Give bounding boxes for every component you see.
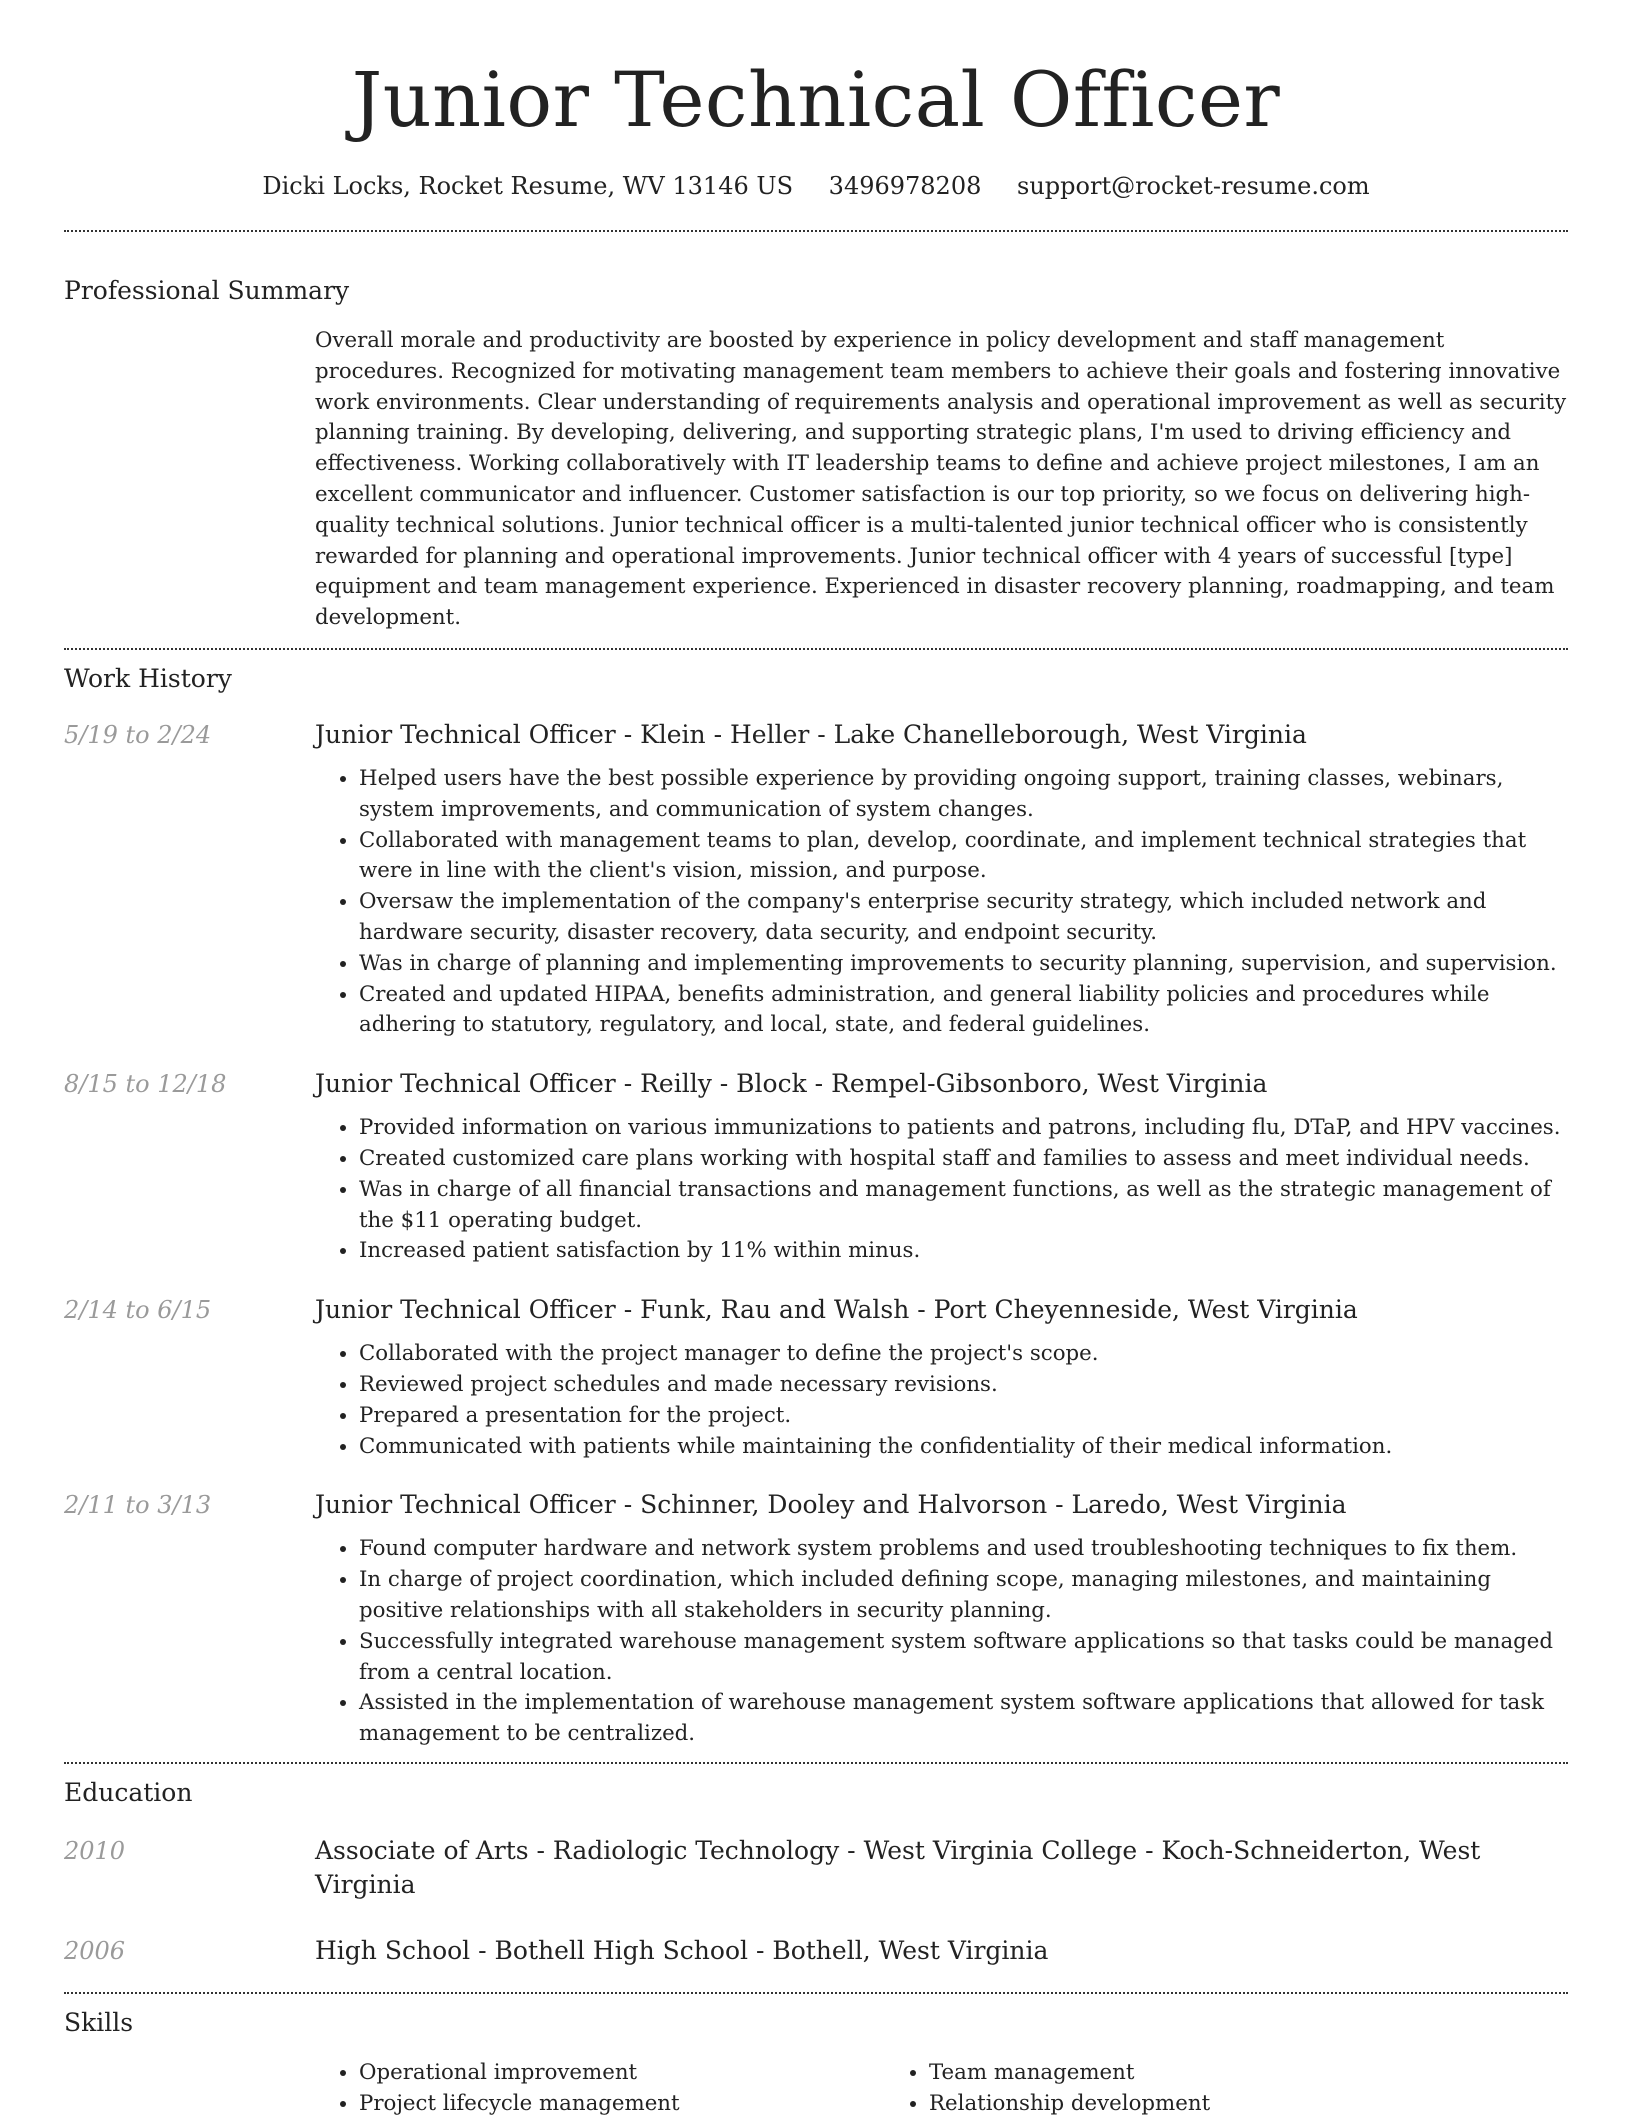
education-entry: [64, 1834, 1568, 1902]
job-bullets: [315, 764, 1568, 1041]
job-bullet: • Found computer hardware and network system problems and used troubleshooting techniques to fix them.: [359, 1534, 1568, 1565]
job-entry: [64, 718, 1568, 1041]
summary-heading: Professional Summary: [64, 276, 350, 305]
job-entry: [64, 1067, 1568, 1267]
job-bullet: • Communicated with patients while maintaining the confidentiality of their medical information.: [359, 1432, 1568, 1463]
section-divider: [64, 230, 1568, 232]
education-detail: Associate of Arts - Radiologic Technology - West Virginia College - Koch-Schneiderton, West Virginia: [315, 1835, 1481, 1899]
skill-item: • Team management: [929, 2058, 1455, 2089]
skills-list: [315, 2058, 1568, 2119]
job-bullets: [315, 1534, 1568, 1750]
job-heading: Junior Technical Officer - Klein - Heller - Lake Chanelleborough, West Virginia: [315, 719, 1307, 749]
job-bullet: • Prepared a presentation for the project.: [359, 1401, 1568, 1432]
job-bullet: • Provided information on various immunizations to patients and patrons, including flu, DTaP, and HPV vaccines.: [359, 1113, 1568, 1144]
job-dates: 8/15 to 12/18: [64, 1070, 227, 1099]
skill-item: • Operational improvement: [359, 2058, 885, 2089]
job-bullet: • In charge of project coordination, which included defining scope, managing milestones, and maintaining positive relationships with all stakeholders in security planning.: [359, 1565, 1568, 1627]
job-bullet: • Successfully integrated warehouse management system software applications so that tasks could be managed from a central location.: [359, 1627, 1568, 1689]
section-divider: [64, 1762, 1568, 1764]
job-bullet: • Helped users have the best possible experience by providing ongoing support, training classes, webinars, system improvements, and communication of system changes.: [359, 764, 1568, 826]
job-dates: 5/19 to 2/24: [64, 720, 212, 749]
job-heading: Junior Technical Officer - Funk, Rau and Walsh - Port Cheyenneside, West Virginia: [315, 1295, 1358, 1325]
skills-column-right: [885, 2058, 1455, 2119]
education-entry: [64, 1934, 1568, 1968]
section-divider: [64, 648, 1568, 650]
contact-line: [64, 168, 1568, 204]
job-heading: Junior Technical Officer - Reilly - Block - Rempel-Gibsonboro, West Virginia: [315, 1069, 1268, 1099]
resume-name: Junior Technical Officer: [351, 55, 1281, 144]
job-bullet: • Oversaw the implementation of the company's enterprise security strategy, which included network and hardware security, disaster recovery, data security, and endpoint security.: [359, 887, 1568, 949]
contact-email: support@rocket-resume.com: [1017, 172, 1370, 200]
job-heading: Junior Technical Officer - Schinner, Dooley and Halvorson - Laredo, West Virginia: [315, 1490, 1347, 1520]
summary-text: Overall morale and productivity are boosted by experience in policy development and staff management procedures. Recognized for motivating management team members to achieve their goals and fostering innovative work environments. Clear understanding of requirements analysis and operational improvement as well as security planning training. By developing, delivering, and supporting strategic plans, I'm used to driving efficiency and effectiveness. Working collaboratively with IT leadership teams to define and achieve project milestones, I am an excellent communicator and influencer. Customer satisfaction is our top priority, so we focus on delivering high-quality technical solutions. Junior technical officer is a multi-talented junior technical officer who is consistently rewarded for planning and operational improvements. Junior technical officer with 4 years of successful [type] equipment and team management experience. Experienced in disaster recovery planning, roadmapping, and team development.: [315, 328, 1567, 631]
skills-heading: Skills: [64, 2007, 134, 2037]
skills-column-left: [315, 2058, 885, 2119]
job-bullets: [315, 1113, 1568, 1267]
education-heading: Education: [64, 1777, 193, 1807]
job-dates: 2/14 to 6/15: [64, 1296, 212, 1325]
job-bullet: • Reviewed project schedules and made necessary revisions.: [359, 1370, 1568, 1401]
job-bullets: [315, 1339, 1568, 1462]
job-dates: 2/11 to 3/13: [64, 1491, 212, 1520]
work-history-heading: Work History: [64, 663, 232, 693]
contact-phone: 3496978208: [828, 172, 982, 200]
job-bullet: • Collaborated with management teams to plan, develop, coordinate, and implement technical strategies that were in line with the client's vision, mission, and purpose.: [359, 826, 1568, 888]
job-bullet: • Created customized care plans working with hospital staff and families to assess and meet individual needs.: [359, 1144, 1568, 1175]
skill-item: • Relationship development: [929, 2089, 1455, 2119]
job-bullet: • Was in charge of planning and implementing improvements to security planning, supervision, and supervision.: [359, 949, 1568, 980]
education-detail: High School - Bothell High School - Bothell, West Virginia: [315, 1935, 1049, 1965]
job-bullet: • Assisted in the implementation of warehouse management system software applications that allowed for task management to be centralized.: [359, 1688, 1568, 1750]
job-entry: [64, 1293, 1568, 1462]
skill-item: • Project lifecycle management: [359, 2089, 885, 2119]
job-bullet: • Collaborated with the project manager to define the project's scope.: [359, 1339, 1568, 1370]
education-year: 2010: [64, 1836, 126, 1865]
job-entry: [64, 1488, 1568, 1750]
education-year: 2006: [64, 1936, 126, 1965]
contact-address: Dicki Locks, Rocket Resume, WV 13146 US: [262, 172, 794, 200]
job-bullet: • Created and updated HIPAA, benefits administration, and general liability policies and procedures while adhering to statutory, regulatory, and local, state, and federal guidelines.: [359, 980, 1568, 1042]
job-bullet: • Increased patient satisfaction by 11% within minus.: [359, 1236, 1568, 1267]
job-bullet: • Was in charge of all financial transactions and management functions, as well as the strategic management of the $11 operating budget.: [359, 1175, 1568, 1237]
section-divider: [64, 1992, 1568, 1994]
